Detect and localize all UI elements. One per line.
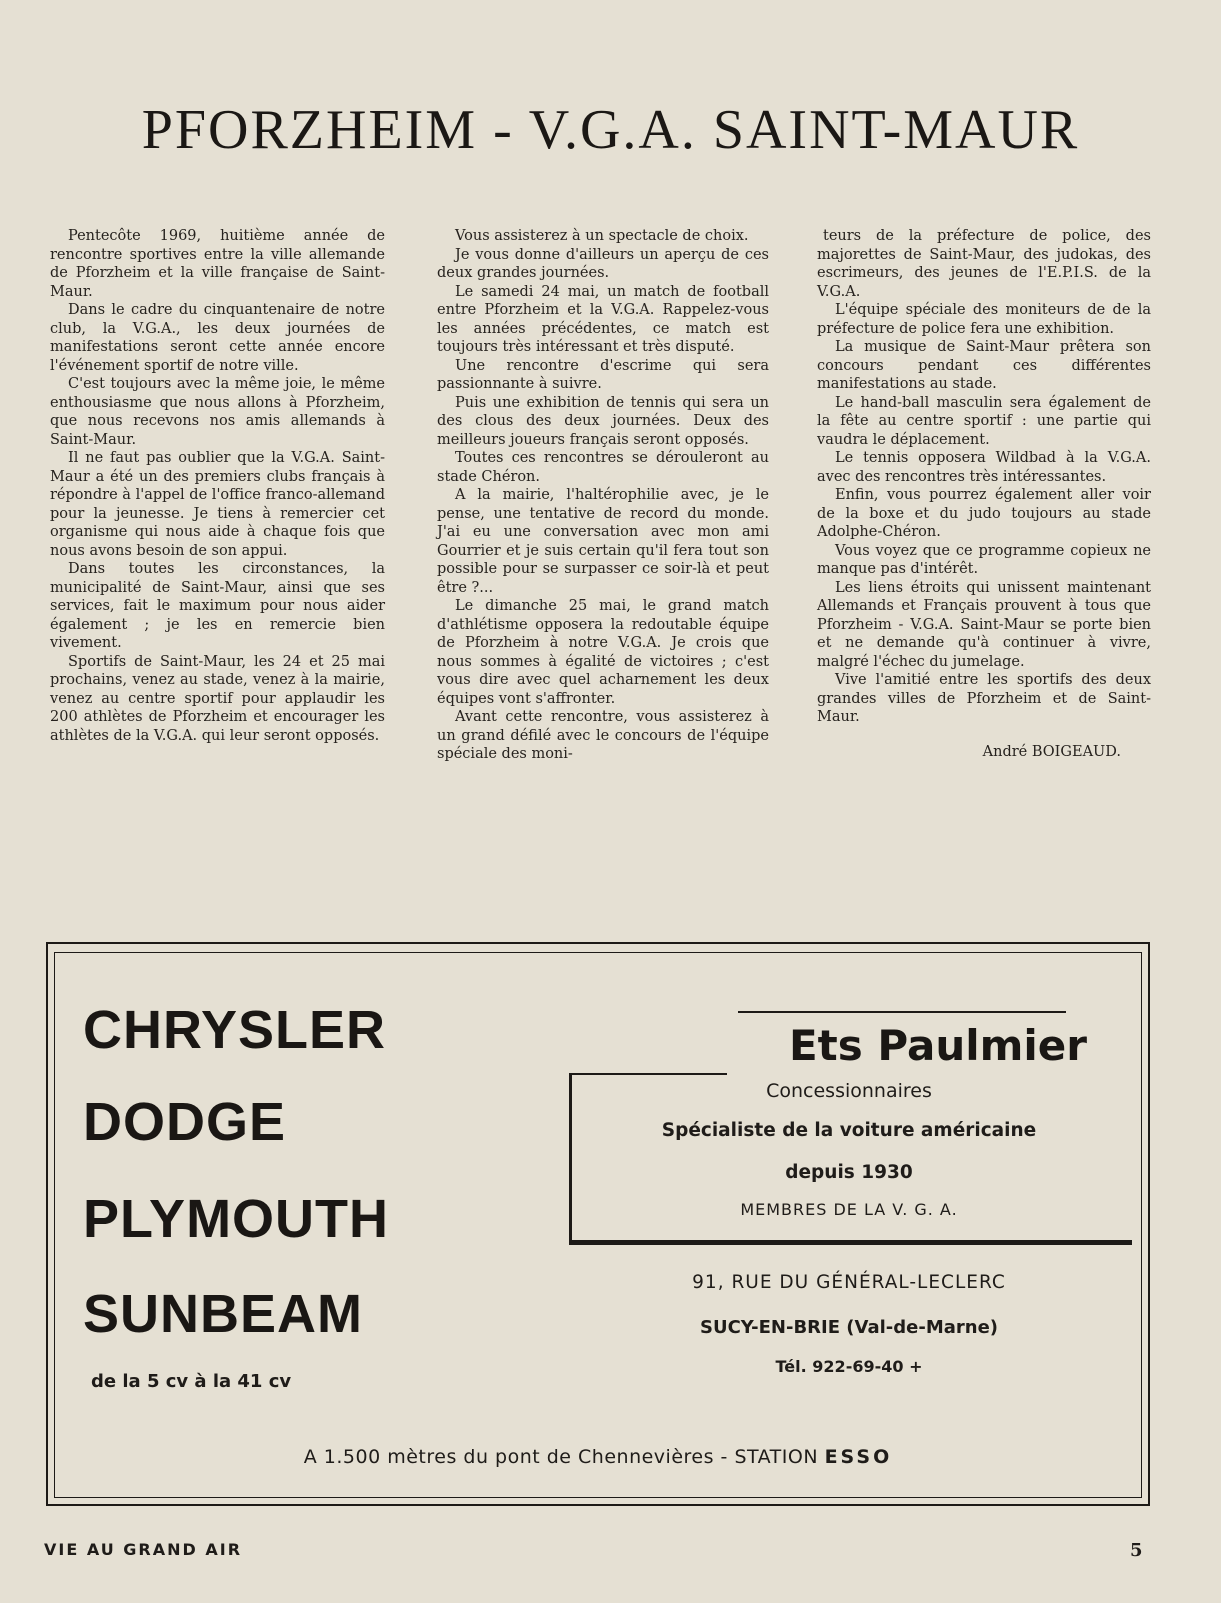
ad-footer [55,1446,1141,1468]
paragraph: C'est toujours avec la même joie, le même enthousiasme que nous allons à Pforzheim, que nous recevons nos amis allemands à Saint-Maur. [50,376,385,448]
brand-sunbeam: SUNBEAM [83,1284,364,1344]
article-column-2 [437,227,769,764]
divider-rule [738,1011,1066,1013]
brand-plymouth: PLYMOUTH [83,1189,390,1249]
paragraph: Dans toutes les circonstances, la municipalité de Saint-Maur, ainsi que ses services, fait le maximum pour nous aider également ; je les en remercie bien vivement. [50,561,385,651]
paragraph: Pentecôte 1969, huitième année de rencontre sportives entre la ville allemande de Pforzheim et la ville française de Saint-Maur. [50,228,385,300]
paragraph: teurs de la préfecture de police, des majorettes de Saint-Maur, des judokas, des escrimeurs, des jeunes de l'E.P.I.S. de la V.G.A. [817,228,1151,300]
paragraph: L'équipe spéciale des moniteurs de de la préfecture de police fera une exhibition. [817,302,1151,337]
company-name: Ets Paulmier [788,1021,1088,1070]
paragraph: Dans le cadre du cinquantenaire de notre club, la V.G.A., les deux journées de manifestations seront cette année encore l'événement sportif de notre ville. [50,302,385,374]
company-address: 91, RUE DU GÉNÉRAL-LECLERC [692,1272,1006,1293]
company-role: Concessionnaires [766,1080,932,1102]
paragraph: Puis une exhibition de tennis qui sera un des clous des deux journées. Deux des meilleurs joueurs français seront opposés. [437,394,769,448]
ad-footer-text: A 1.500 mètres du pont de Chennevières - STATION [303,1446,819,1468]
paragraph: Vous assisterez à un spectacle de choix. [455,228,749,244]
paragraph: Il ne faut pas oublier que la V.G.A. Saint-Maur a été un des premiers clubs français à répondre à l'appel de l'office franco-allemand pour la jeunesse. Je tiens à remercier cet organisme qui nous aide à chaque fois que nous avons besoin de son appui. [50,450,385,559]
paragraph: A la mairie, l'haltérophilie avec, je le pense, une tentative de record du monde. J'ai eu une conversation avec mon ami Gourrier et je suis certain qu'il fera tout son possible pour se surpasser ce soir-là et peut être ?... [437,487,769,596]
ad-footer-brand: ESSO [824,1446,893,1468]
paragraph: Je vous donne d'ailleurs un aperçu de ces deux grandes journées. [437,246,769,281]
paragraph: Le hand-ball masculin sera également de la fête au centre sportif : une partie qui vaudra le déplacement. [817,394,1151,448]
cv-range: de la 5 cv à la 41 cv [91,1371,292,1392]
paragraph: Les liens étroits qui unissent maintenant Allemands et Français prouvent à tous que Pforzheim - V.G.A. Saint-Maur se porte bien et ne demande qu'à continuer à vivre, malgré l'échec du jumelage. [817,579,1151,670]
article-column-3 [817,227,1151,761]
paragraph: Le tennis opposera Wildbad à la V.G.A. avec des rencontres très intéressantes. [817,450,1151,485]
company-since: depuis 1930 [785,1162,913,1183]
article-column-1 [50,227,385,745]
advertisement [46,942,1150,1506]
magazine-name: VIE AU GRAND AIR [44,1540,243,1559]
page-number: 5 [1130,1540,1143,1561]
company-specialty: Spécialiste de la voiture américaine [661,1120,1037,1141]
paragraph: La musique de Saint-Maur prêtera son concours pendant ces différentes manifestations au stade. [817,339,1151,392]
paragraph: Enfin, vous pourrez également aller voir de la boxe et du judo toujours au stade Adolphe-Chéron. [817,487,1151,540]
paragraph: Le dimanche 25 mai, le grand match d'athlétisme opposera la redoutable équipe de Pforzheim à notre V.G.A. Je crois que nous sommes à égalité de victoires ; c'est vous dire avec quel acharnement les deux équipes vont s'affronter. [437,598,769,707]
paragraph: Avant cette rencontre, vous assisterez à un grand défilé avec le concours de l'équipe spéciale des moni- [437,709,769,762]
brand-chrysler: CHRYSLER [83,1000,387,1060]
company-members: MEMBRES DE LA V. G. A. [740,1200,958,1219]
paragraph: Le samedi 24 mai, un match de football entre Pforzheim et la V.G.A. Rappelez-vous les années précédentes, ce match est toujours très intéressant et très disputé. [437,283,769,355]
paragraph: Vive l'amitié entre les sportifs des deux grandes villes de Pforzheim et de Saint-Maur. [817,672,1151,725]
paragraph: Sportifs de Saint-Maur, les 24 et 25 mai prochains, venez au stade, venez à la mairie, venez au centre sportif pour applaudir les 200 athlètes de Pforzheim et encourager les athlètes de la V.G.A. qui leur seront opposés. [50,653,385,744]
author-signature: André BOIGEAUD. [982,743,1121,760]
advertisement-inner-frame [54,952,1142,1498]
paragraph: Vous voyez que ce programme copieux ne manque pas d'intérêt. [817,542,1151,577]
paragraph: Une rencontre d'escrime qui sera passionnante à suivre. [437,357,769,392]
company-city: SUCY-EN-BRIE (Val-de-Marne) [699,1317,999,1338]
company-phone: Tél. 922-69-40 + [775,1357,923,1376]
brand-dodge: DODGE [83,1092,287,1152]
paragraph: Toutes ces rencontres se dérouleront au stade Chéron. [437,450,769,485]
article-title: PFORZHEIM - V.G.A. SAINT-MAUR [141,99,1080,161]
